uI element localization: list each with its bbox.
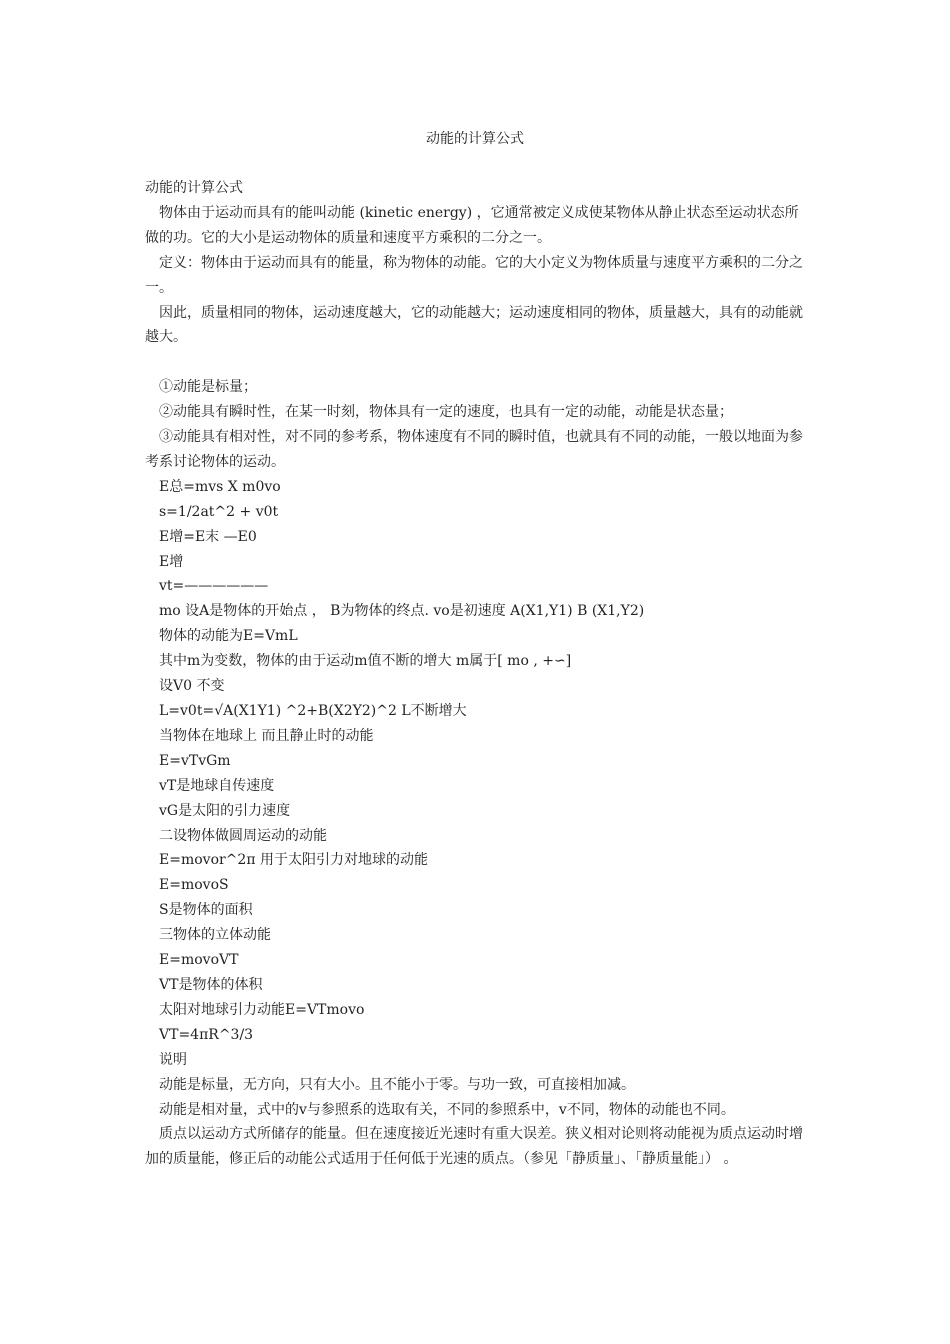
text-line: vT是地球自传速度: [159, 777, 275, 794]
text-line: 三物体的立体动能: [159, 927, 271, 944]
blank-line: [145, 350, 807, 375]
text-line: 物体的动能为E=VmL: [159, 628, 298, 645]
formula-line: E增=E末 —E0: [159, 528, 257, 545]
text-line: 二设物体做圆周运动的动能: [159, 827, 327, 844]
formula-line: s=1/2at^2 + v0t: [159, 503, 279, 520]
text-line: 太阳对地球引力动能E=VTmovo: [159, 1001, 365, 1018]
formula-line: E总=mvs X m0vo: [159, 478, 281, 495]
formula-line: vt=——————: [159, 578, 269, 595]
document-body: [145, 176, 807, 1172]
property-item: ②动能具有瞬时性，在某一时刻，物体具有一定的速度，也具有一定的动能，动能是状态量；: [159, 404, 733, 421]
text-line: 当物体在地球上 而且静止时的动能: [159, 727, 374, 744]
property-item: ①动能是标量；: [159, 379, 257, 396]
closing-paragraph: 动能是相对量，式中的v与参照系的选取有关，不同的参照系中，v不同，物体的动能也不同。: [159, 1101, 735, 1118]
formula-line: E增: [159, 553, 184, 570]
formula-line: E=movor^2π 用于太阳引力对地球的动能: [159, 852, 428, 869]
formula-line: L=v0t=√A(X1Y1) ^2+B(X2Y2)^2 L不断增大: [159, 703, 467, 720]
text-line: 其中m为变数，物体的由于运动m值不断的增大 m属于[ mo , +∽]: [159, 653, 572, 670]
text-line: 说明: [159, 1051, 187, 1068]
formula-line: VT=4πR^3/3: [159, 1026, 254, 1043]
paragraph: 因此，质量相同的物体，运动速度越大，它的动能越大；运动速度相同的物体，质量越大，具有的动能就越大。: [145, 304, 803, 346]
paragraph: 物体由于运动而具有的能叫动能 (kinetic energy) ，它通常被定义成使某物体从静止状态至运动状态所做的功。它的大小是运动物体的质量和速度平方乘积的二分之一。: [145, 204, 799, 246]
text-line: 动能是标量，无方向，只有大小。且不能小于零。与功一致，可直接相加减。: [159, 1076, 635, 1093]
property-item: ③动能具有相对性，对不同的参考系，物体速度有不同的瞬时值，也就具有不同的动能，一般以地面为参考系讨论物体的运动。: [145, 429, 803, 470]
section-heading: 动能的计算公式: [145, 180, 243, 196]
formula-line: E=movoVT: [159, 952, 239, 969]
text-line: 设V0 不变: [159, 678, 225, 695]
text-line: VT是物体的体积: [159, 976, 263, 993]
text-line: mo 设A是物体的开始点 ， B为物体的终点. vo是初速度 A(X1,Y1) B (X1,Y2): [159, 603, 645, 620]
formula-line: E=vTvGm: [159, 752, 231, 769]
page-title: 动能的计算公式: [426, 131, 524, 147]
paragraph: 定义：物体由于运动而具有的能量，称为物体的动能。它的大小定义为物体质量与速度平方乘积的二分之一。: [145, 254, 803, 296]
text-line: S是物体的面积: [159, 902, 253, 919]
formula-line: E=movoS: [159, 877, 229, 894]
text-line: vG是太阳的引力速度: [159, 802, 291, 819]
closing-paragraph: 质点以运动方式所储存的能量。但在速度接近光速时有重大误差。狭义相对论则将动能视为质点运动时增加的质量能，修正后的动能公式适用于任何低于光速的质点。（参见「静质量」、「静质量能」） 。: [145, 1126, 803, 1168]
